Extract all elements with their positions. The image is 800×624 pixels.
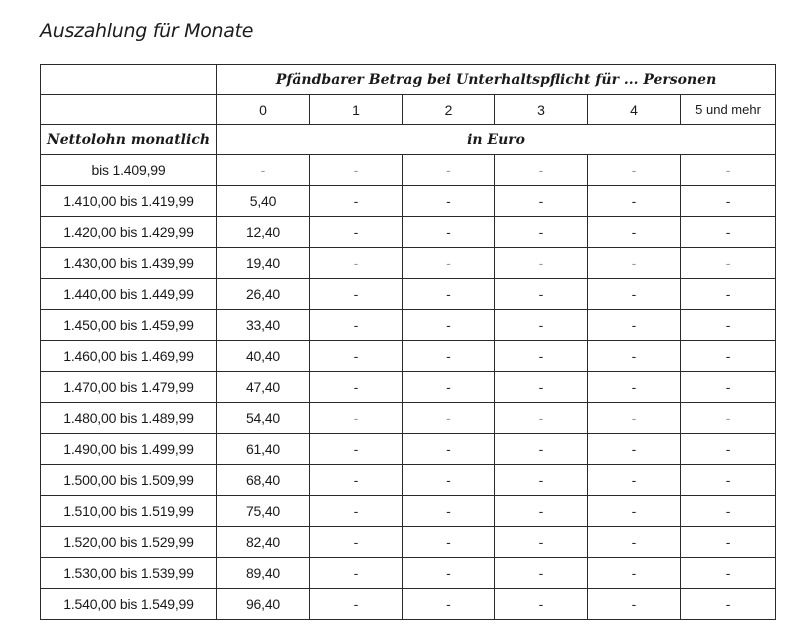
table-row [41,248,776,279]
table-row [41,434,776,465]
empty-amount-cell: - [310,341,403,372]
garnishable-amount-cell: 75,40 [217,496,310,527]
empty-amount-cell: - [403,434,495,465]
page-title: Auszahlung für Monate [40,20,254,42]
empty-amount-cell: - [310,558,403,589]
empty-amount-cell: - [310,372,403,403]
empty-amount-cell: - [681,279,776,310]
empty-amount-cell: - [310,434,403,465]
empty-amount-cell: - [681,434,776,465]
empty-amount-cell: - [588,310,681,341]
net-income-range-cell: 1.420,00 bis 1.429,99 [41,217,217,248]
empty-amount-cell: - [495,186,588,217]
empty-amount-cell: - [495,310,588,341]
empty-amount-cell: - [588,465,681,496]
persons-column-header: 3 [495,95,588,125]
empty-amount-cell: - [495,496,588,527]
empty-amount-cell: - [403,403,495,434]
empty-amount-cell: - [495,527,588,558]
persons-column-header: 4 [588,95,681,125]
empty-amount-cell: - [681,465,776,496]
garnishable-amount-cell: 68,40 [217,465,310,496]
empty-amount-cell: - [588,403,681,434]
garnishable-amount-cell: 89,40 [217,558,310,589]
empty-amount-cell: - [310,186,403,217]
empty-amount-cell: - [403,558,495,589]
net-income-range-cell: 1.460,00 bis 1.469,99 [41,341,217,372]
empty-amount-cell: - [495,403,588,434]
empty-amount-cell: - [310,217,403,248]
empty-amount-cell: - [310,589,403,620]
empty-amount-cell: - [495,155,588,186]
empty-amount-cell: - [403,527,495,558]
empty-amount-cell: - [403,465,495,496]
table-row [41,155,776,186]
empty-amount-cell: - [495,558,588,589]
table-row [41,186,776,217]
net-income-range-cell: 1.490,00 bis 1.499,99 [41,434,217,465]
net-income-range-cell: 1.430,00 bis 1.439,99 [41,248,217,279]
empty-amount-cell: - [588,589,681,620]
empty-amount-cell: - [681,372,776,403]
empty-amount-cell: - [681,341,776,372]
net-income-range-cell: 1.510,00 bis 1.519,99 [41,496,217,527]
garnishable-amount-cell: 5,40 [217,186,310,217]
empty-amount-cell: - [681,403,776,434]
net-income-range-cell: 1.440,00 bis 1.449,99 [41,279,217,310]
garnishable-amount-cell: 33,40 [217,310,310,341]
empty-amount-cell: - [403,279,495,310]
empty-amount-cell: - [310,155,403,186]
garnishable-amount-cell: 26,40 [217,279,310,310]
empty-amount-cell: - [310,527,403,558]
table-row [41,403,776,434]
persons-column-header: 0 [217,95,310,125]
empty-amount-cell: - [310,496,403,527]
net-income-range-cell: 1.500,00 bis 1.509,99 [41,465,217,496]
table-row [41,341,776,372]
table-container [40,64,776,620]
empty-amount-cell: - [310,403,403,434]
empty-amount-cell: - [588,217,681,248]
persons-column-header: 2 [403,95,495,125]
empty-amount-cell: - [403,372,495,403]
table-row [41,372,776,403]
table-row [41,496,776,527]
net-income-range-cell: 1.450,00 bis 1.459,99 [41,310,217,341]
table-row [41,589,776,620]
empty-amount-cell: - [403,496,495,527]
empty-amount-cell: - [403,248,495,279]
empty-header-cell [41,65,217,95]
empty-amount-cell: - [403,341,495,372]
empty-amount-cell: - [588,558,681,589]
persons-column-header: 1 [310,95,403,125]
header-row-persons [41,95,776,125]
empty-amount-cell: - [495,589,588,620]
empty-amount-cell: - [681,248,776,279]
empty-amount-cell: - [403,310,495,341]
garnishable-amount-cell: 96,40 [217,589,310,620]
empty-amount-cell: - [495,248,588,279]
group-header: Pfändbarer Betrag bei Unterhaltspflicht für ... Personen [217,65,776,95]
net-income-range-cell: 1.470,00 bis 1.479,99 [41,372,217,403]
empty-amount-cell: - [403,155,495,186]
garnishable-amount-cell: 19,40 [217,248,310,279]
empty-amount-cell: - [588,155,681,186]
table-row [41,279,776,310]
empty-amount-cell: - [495,217,588,248]
table-row [41,217,776,248]
empty-amount-cell: - [310,465,403,496]
empty-amount-cell: - [495,465,588,496]
empty-amount-cell: - [588,248,681,279]
empty-amount-cell: - [310,310,403,341]
table-row [41,465,776,496]
persons-column-header: 5 und mehr [681,95,776,125]
empty-amount-cell: - [588,496,681,527]
table-row [41,558,776,589]
garnishable-amount-cell: 61,40 [217,434,310,465]
table-row [41,310,776,341]
empty-amount-cell: - [310,248,403,279]
empty-amount-cell: - [217,155,310,186]
garnishable-amount-cell: 82,40 [217,527,310,558]
garnishable-amount-cell: 54,40 [217,403,310,434]
empty-amount-cell: - [588,434,681,465]
row-label-header: Nettolohn monatlich [41,125,217,155]
header-row-units [41,125,776,155]
net-income-range-cell: 1.480,00 bis 1.489,99 [41,403,217,434]
empty-amount-cell: - [681,558,776,589]
garnishable-amount-cell: 40,40 [217,341,310,372]
net-income-range-cell: 1.410,00 bis 1.419,99 [41,186,217,217]
empty-amount-cell: - [588,341,681,372]
unit-header: in Euro [217,125,776,155]
table-body [41,155,776,620]
table-row [41,527,776,558]
empty-amount-cell: - [495,434,588,465]
empty-amount-cell: - [588,279,681,310]
empty-amount-cell: - [681,186,776,217]
garnishment-table [40,64,776,620]
empty-amount-cell: - [310,279,403,310]
empty-amount-cell: - [403,217,495,248]
net-income-range-cell: 1.530,00 bis 1.539,99 [41,558,217,589]
garnishable-amount-cell: 47,40 [217,372,310,403]
empty-amount-cell: - [403,186,495,217]
garnishable-amount-cell: 12,40 [217,217,310,248]
empty-amount-cell: - [681,217,776,248]
header-row-group [41,65,776,95]
empty-amount-cell: - [495,279,588,310]
empty-amount-cell: - [588,527,681,558]
empty-amount-cell: - [681,496,776,527]
empty-amount-cell: - [495,341,588,372]
empty-header-cell [41,95,217,125]
empty-amount-cell: - [588,372,681,403]
empty-amount-cell: - [681,155,776,186]
empty-amount-cell: - [681,527,776,558]
empty-amount-cell: - [588,186,681,217]
net-income-range-cell: 1.540,00 bis 1.549,99 [41,589,217,620]
net-income-range-cell: 1.520,00 bis 1.529,99 [41,527,217,558]
empty-amount-cell: - [681,310,776,341]
net-income-range-cell: bis 1.409,99 [41,155,217,186]
empty-amount-cell: - [681,589,776,620]
empty-amount-cell: - [495,372,588,403]
empty-amount-cell: - [403,589,495,620]
